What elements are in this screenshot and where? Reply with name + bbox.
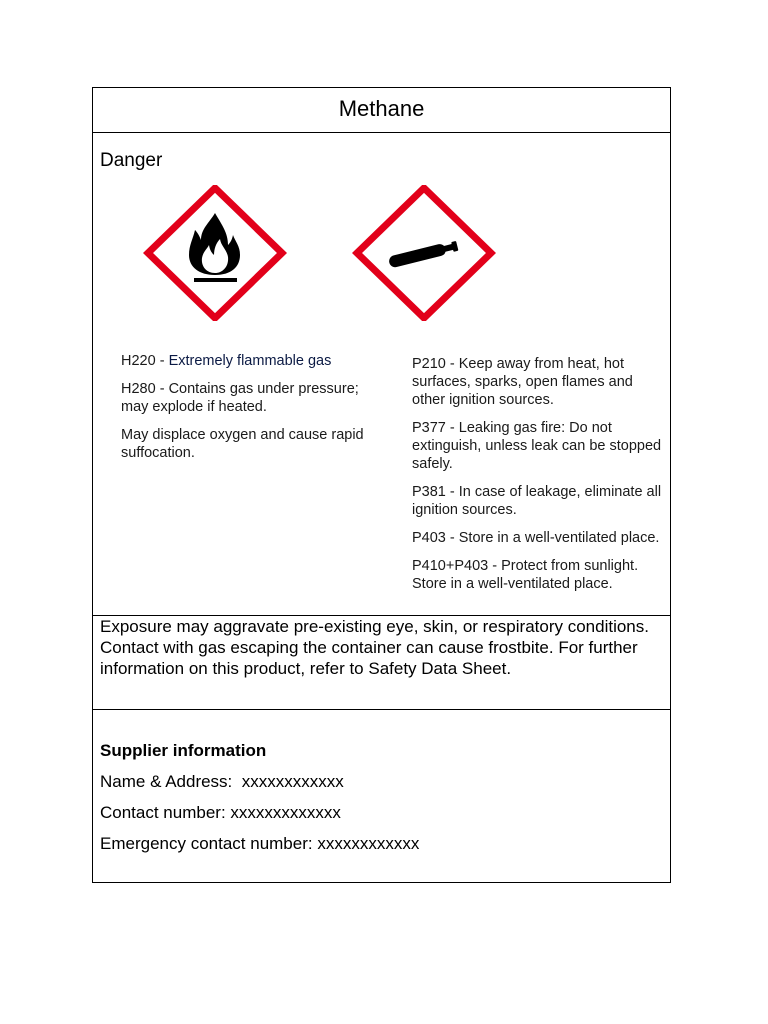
supplier-emergency-contact: Emergency contact number: xxxxxxxxxxxx	[100, 834, 420, 853]
precautionary-statement: P377 - Leaking gas fire: Do not extinguish, unless leak can be stopped safely.	[412, 420, 662, 472]
supplier-heading: Supplier information	[100, 741, 267, 760]
hazard-label	[92, 87, 671, 883]
precautionary-statement: P210 - Keep away from heat, hot surfaces, sparks, open flames and other ignition sources.	[412, 356, 633, 408]
supplier-contact-number: Contact number: xxxxxxxxxxxxx	[100, 803, 341, 822]
precautionary-statement: P410+P403 - Protect from sunlight. Store in a well-ventilated place.	[412, 558, 639, 592]
precautionary-statement: P381 - In case of leakage, eliminate all ignition sources.	[412, 484, 662, 518]
exposure-text: Exposure may aggravate pre-existing eye, skin, or respiratory conditions. Contact with gas escaping the container can cause frostbite. For further information on this product, refer to Safety Data Sheet.	[100, 617, 649, 678]
hazard-statement: H220 - Extremely flammable gas	[121, 353, 332, 369]
flame-pictogram-icon	[143, 185, 287, 321]
title-row	[93, 88, 670, 133]
precautionary-statements	[412, 355, 668, 603]
product-name: Methane	[338, 96, 425, 121]
hazard-section	[93, 133, 670, 616]
hazard-statement: May displace oxygen and cause rapid suffocation.	[121, 427, 364, 461]
precautionary-statement: P403 - Store in a well-ventilated place.	[412, 530, 660, 546]
supplier-section	[93, 710, 670, 882]
gas-cylinder-pictogram-icon	[352, 185, 496, 321]
hazard-statements	[121, 352, 383, 472]
signal-word: Danger	[100, 150, 163, 171]
supplier-name-address: Name & Address: xxxxxxxxxxxx	[100, 772, 344, 791]
exposure-section	[93, 616, 670, 710]
hazard-statement: H280 - Contains gas under pressure; may explode if heated.	[121, 381, 359, 415]
